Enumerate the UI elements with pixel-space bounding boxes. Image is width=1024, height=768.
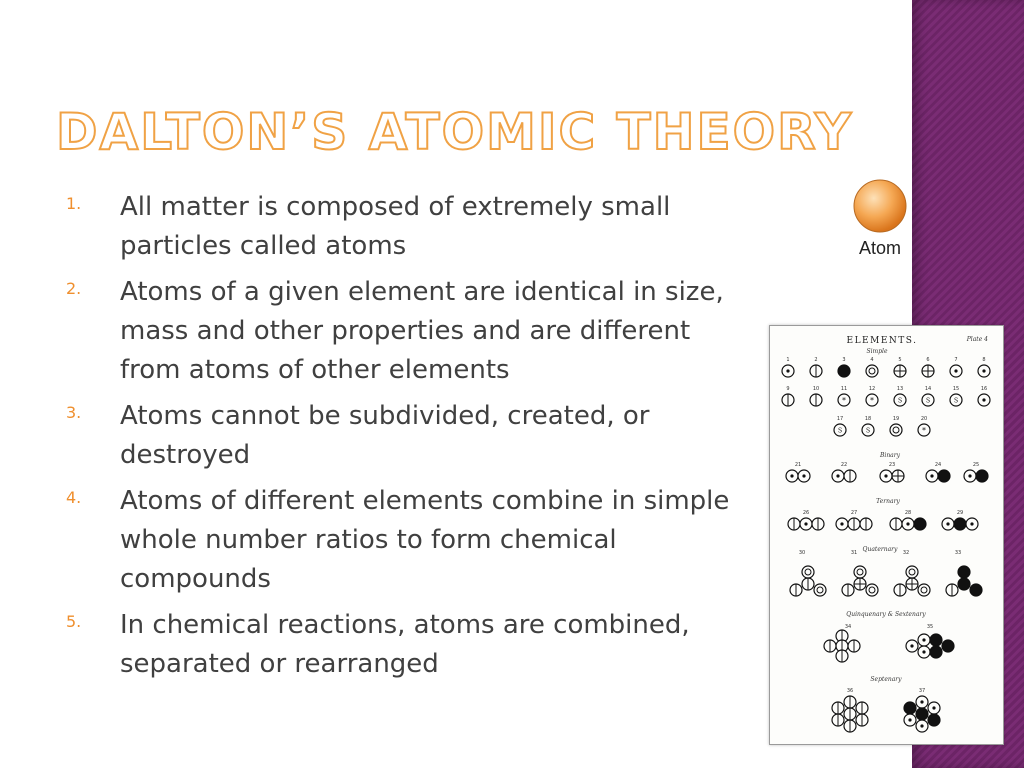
atom-symbol-letter: S [837, 427, 843, 435]
atom-figure [848, 178, 918, 264]
atom-symbol-dot [968, 474, 971, 477]
atom-symbol [970, 584, 982, 596]
atom-symbol [866, 584, 878, 596]
list-text: Atoms cannot be subdivided, created, or destroyed [120, 401, 650, 470]
atom-symbol [838, 365, 850, 377]
atom-symbol [866, 365, 878, 377]
list-item [66, 482, 756, 599]
element-number: 15 [952, 386, 960, 392]
element-number: 12 [868, 386, 876, 392]
list-number: 2. [66, 279, 82, 298]
atom-symbol-star: * [842, 396, 846, 405]
atom-symbol-dot [802, 474, 805, 477]
atom-symbol [958, 578, 970, 590]
atom-symbol [976, 470, 988, 482]
atom-symbol [928, 714, 940, 726]
atom-symbol-star: * [922, 426, 926, 435]
section-label-ternary: Ternary [876, 498, 900, 505]
element-number: 10 [812, 386, 820, 392]
atom-symbol-dot [840, 522, 843, 525]
dalton-symbols-illustration [770, 326, 1003, 744]
atom-symbol [854, 566, 866, 578]
atom-symbol [802, 566, 814, 578]
element-number: 25 [972, 462, 980, 468]
atom-label: Atom [858, 238, 901, 258]
theory-list [66, 188, 756, 691]
list-number: 4. [66, 488, 82, 507]
element-number: 21 [794, 462, 802, 468]
element-number: 1 [786, 357, 790, 363]
atom-symbol-dot [804, 522, 807, 525]
atom-symbol [942, 640, 954, 652]
atom-symbol [890, 424, 902, 436]
atom-symbol-letter: S [925, 397, 931, 405]
element-number: 20 [920, 416, 928, 422]
atom-symbol-dot [954, 369, 957, 372]
atom-symbol [906, 566, 918, 578]
element-number: 34 [844, 624, 852, 630]
list-item [66, 397, 756, 475]
list-number: 5. [66, 612, 82, 631]
atom-symbol-dot [982, 398, 985, 401]
element-number: 19 [892, 416, 900, 422]
atom-symbol [930, 646, 942, 658]
atom-symbol-letter: S [953, 397, 959, 405]
atom-symbol-dot [946, 522, 949, 525]
atom-symbol [954, 518, 966, 530]
atom-symbol-dot [836, 474, 839, 477]
atom-symbol-dot [910, 644, 913, 647]
list-number: 3. [66, 403, 82, 422]
atom-symbol-dot [906, 522, 909, 525]
atom-symbol-dot [970, 522, 973, 525]
atom-symbol-dot [982, 369, 985, 372]
element-number: 27 [850, 510, 858, 516]
atom-symbol-dot [884, 474, 887, 477]
list-text: In chemical reactions, atoms are combined, separated or rearranged [120, 610, 690, 679]
atom-symbol-dot [908, 718, 911, 721]
element-number: 35 [926, 624, 934, 630]
element-number: 7 [954, 357, 958, 363]
element-number: 24 [934, 462, 942, 468]
element-number: 29 [956, 510, 964, 516]
element-number: 4 [870, 357, 874, 363]
element-number: 6 [926, 357, 930, 363]
list-text: All matter is composed of extremely small particles called atoms [120, 192, 671, 261]
plate-title: ELEMENTS. [846, 336, 918, 346]
atom-symbol [916, 708, 928, 720]
atom-symbol [914, 518, 926, 530]
element-number: 2 [814, 357, 818, 363]
atom-symbol-star: * [870, 396, 874, 405]
atom-symbol [938, 470, 950, 482]
element-number: 11 [840, 386, 848, 392]
list-text: Atoms of different elements combine in simple whole number ratios to form chemical compounds [120, 486, 730, 594]
element-number: 14 [924, 386, 932, 392]
element-number: 3 [842, 357, 846, 363]
atom-symbol [904, 702, 916, 714]
element-number: 30 [798, 550, 806, 556]
element-number: 33 [954, 550, 962, 556]
section-label-septenary: Septenary [870, 676, 902, 683]
element-number: 9 [786, 386, 790, 392]
atom-symbol-dot [790, 474, 793, 477]
atom-symbol-dot [920, 724, 923, 727]
atom-symbol [958, 566, 970, 578]
element-number: 23 [888, 462, 896, 468]
atom-symbol-dot [920, 700, 923, 703]
element-number: 31 [850, 550, 858, 556]
element-number: 13 [896, 386, 904, 392]
dalton-elements-plate [769, 325, 1004, 745]
atom-symbol-dot [922, 650, 925, 653]
atom-symbol [814, 584, 826, 596]
list-number: 1. [66, 194, 82, 213]
atom-symbol-dot [930, 474, 933, 477]
plate-number: Plate 4 [966, 336, 988, 343]
section-label-quaternary: Quaternary [862, 546, 898, 553]
element-number: 5 [898, 357, 902, 363]
atom-symbol-dot [932, 706, 935, 709]
element-number: 18 [864, 416, 872, 422]
element-number: 28 [904, 510, 912, 516]
atom-sphere-icon [852, 178, 908, 234]
element-number: 17 [836, 416, 844, 422]
element-number: 16 [980, 386, 988, 392]
section-label-simple: Simple [866, 348, 888, 355]
element-number: 26 [802, 510, 810, 516]
element-number: 22 [840, 462, 848, 468]
atom-symbol-letter: S [865, 427, 871, 435]
atom-symbol-dot [922, 638, 925, 641]
section-label-quinquenary: Quinquenary & Sextenary [846, 611, 926, 618]
list-item [66, 606, 756, 684]
element-number: 32 [902, 550, 910, 556]
atom-symbol [930, 634, 942, 646]
element-number: 8 [982, 357, 986, 363]
atom-symbol [918, 584, 930, 596]
list-item [66, 273, 756, 390]
atom-symbol-dot [786, 369, 789, 372]
list-item [66, 188, 756, 266]
list-text: Atoms of a given element are identical in size, mass and other properties and are different from atoms of other elements [120, 277, 724, 385]
slide-title: DALTON’S ATOMIC THEORY [56, 103, 854, 161]
element-number: 36 [846, 688, 854, 694]
atom-symbol-letter: S [897, 397, 903, 405]
section-label-binary: Binary [879, 452, 901, 459]
element-number: 37 [918, 688, 926, 694]
